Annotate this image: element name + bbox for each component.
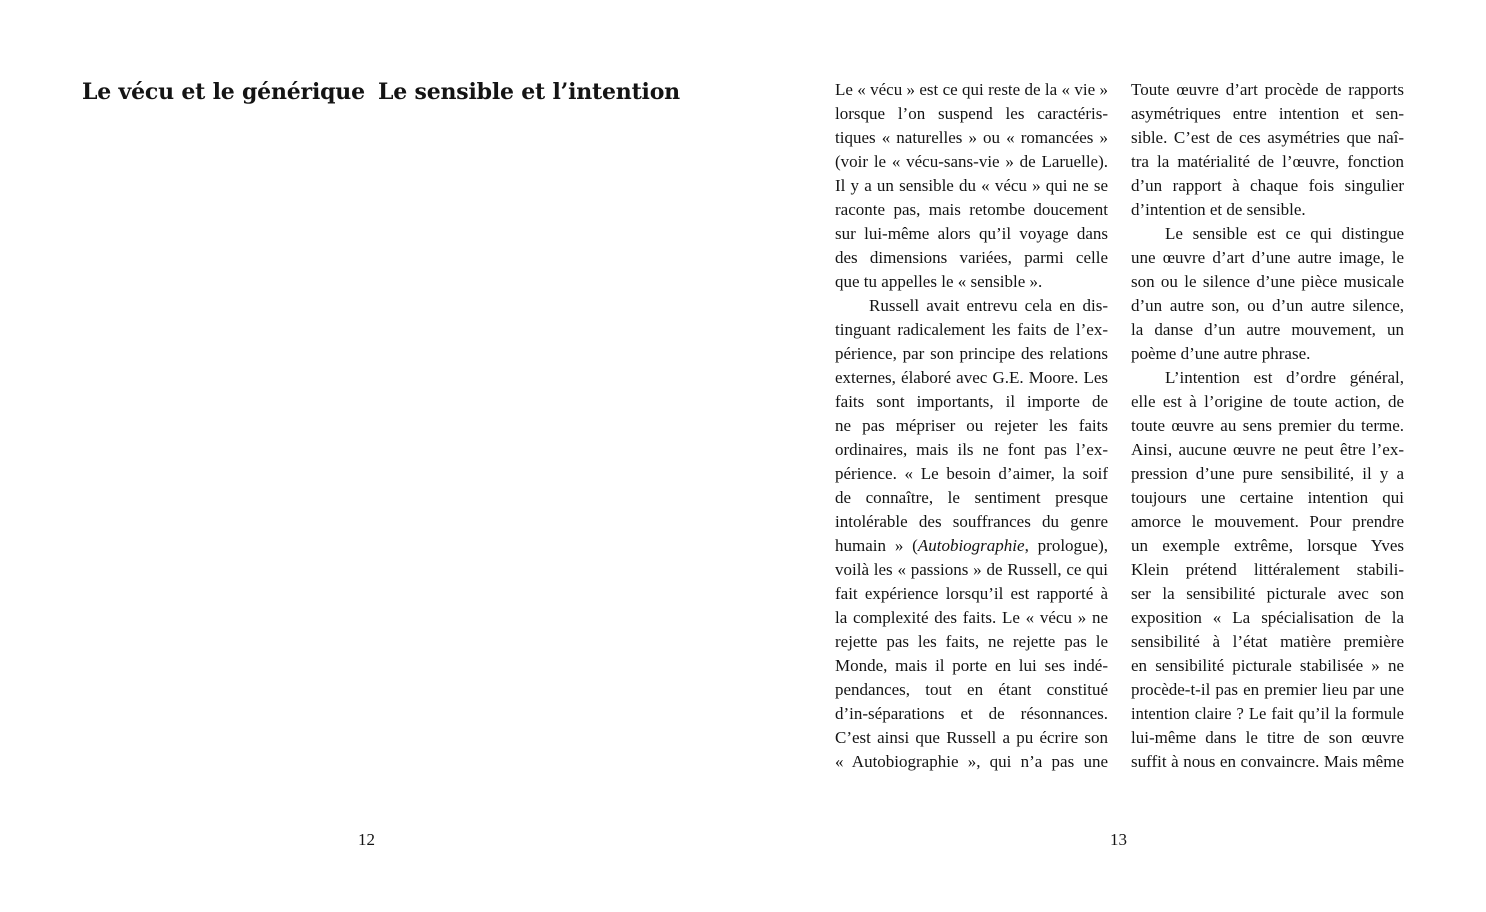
text-line: poème d’une autre phrase. (1131, 344, 1311, 363)
text-line: suffit à nous en convaincre. Mais même (1131, 752, 1404, 771)
text-line: ser la sensibilité picturale avec son (1131, 584, 1404, 603)
text-line: la danse d’un autre mouvement, un (1131, 320, 1404, 339)
text-line: d’un autre son, ou d’un autre silence, (1131, 296, 1404, 315)
text-line: L’intention est d’ordre général, (1165, 368, 1404, 387)
text-line: Monde, mais il porte en lui ses indé- (835, 656, 1108, 675)
text-line: externes, élaboré avec G.E. Moore. Les (835, 368, 1108, 387)
text-line: Klein prétend littéralement stabili- (1131, 560, 1404, 579)
text-line: une œuvre d’art d’une autre image, le (1131, 248, 1404, 267)
text-line: sur lui-même alors qu’il voyage dans (835, 224, 1108, 243)
text-line: « Autobiographie », qui n’a pas une (835, 752, 1108, 771)
text-line: d’un rapport à chaque fois singulier (1131, 176, 1404, 195)
text-line: Russell avait entrevu cela en dis- (869, 296, 1108, 315)
text-line: son ou le silence d’une pièce musicale (1131, 272, 1404, 291)
text-line: périence. « Le besoin d’aimer, la soif (835, 464, 1108, 483)
text-line: d’intention et de sensible. (1131, 200, 1306, 219)
text-line: périence, par son principe des relations (835, 344, 1108, 363)
text-column-left (835, 78, 1108, 774)
text-line: d’in-séparations et de résonnances. (835, 704, 1108, 723)
text-line: que tu appelles le « sensible ». (835, 272, 1043, 291)
text-line: ne pas mépriser ou rejeter les faits (835, 416, 1108, 435)
text-line: un exemple extrême, lorsque Yves (1131, 536, 1404, 555)
text-line: de connaître, le sentiment presque (835, 488, 1108, 507)
text-line: lui-même dans le titre de son œuvre (1131, 728, 1404, 747)
text-line: Il y a un sensible du « vécu » qui ne se (835, 176, 1108, 195)
text-line: Le sensible est ce qui distingue (1165, 224, 1404, 243)
text-line: rejette pas les faits, ne rejette pas le (835, 632, 1108, 651)
text-line: la complexité des faits. Le « vécu » ne (835, 608, 1108, 627)
page-number-right: 13 (1110, 830, 1127, 849)
text-line: des dimensions variées, parmi celle (835, 248, 1108, 267)
text-line: raconte pas, mais retombe doucement (835, 200, 1108, 219)
text-line: C’est ainsi que Russell a pu écrire son (835, 728, 1108, 747)
text-line: humain » (Autobiographie, prologue), (835, 536, 1108, 555)
text-line: toujours une certaine intention qui (1131, 488, 1404, 507)
text-line: sible. C’est de ces asymétries que naî- (1131, 128, 1404, 147)
page-number-left: 12 (358, 830, 375, 849)
text-line: toute œuvre au sens premier du terme. (1131, 416, 1404, 435)
text-line: en sensibilité picturale stabilisée » ne (1131, 656, 1404, 675)
text-line: intolérable des souffrances du genre (835, 512, 1108, 531)
text-line: tra la matérialité de l’œuvre, fonction (1131, 152, 1404, 171)
text-line: tinguant radicalement les faits de l’ex- (835, 320, 1108, 339)
text-line: amorce le mouvement. Pour prendre (1131, 512, 1404, 531)
text-line: Ainsi, aucune œuvre ne peut être l’ex- (1131, 440, 1404, 459)
text-column-right (1131, 78, 1404, 774)
text-line: voilà les « passions » de Russell, ce qui (835, 560, 1108, 579)
text-line: pendances, tout en étant constitué (835, 680, 1108, 699)
text-line: lorsque l’on suspend les caractéris- (835, 104, 1108, 123)
text-line: procède-t-il pas en premier lieu par une (1131, 680, 1404, 699)
text-line: (voir le « vécu-sans-vie » de Laruelle). (835, 152, 1108, 171)
text-line: pression d’une pure sensibilité, il y a (1131, 464, 1404, 483)
text-line: exposition « La spécialisation de la (1131, 608, 1404, 627)
text-line: asymétriques entre intention et sen- (1131, 104, 1404, 123)
text-line: faits sont importants, il importe de (835, 392, 1108, 411)
heading-sensible-intention: Le sensible et l’intention (378, 79, 680, 105)
text-line: Toute œuvre d’art procède de rapports (1131, 80, 1404, 99)
text-line: intention claire ? Le fait qu’il la formule (1131, 704, 1404, 723)
text-line: sensibilité à l’état matière première (1131, 632, 1404, 651)
text-line: ordinaires, mais ils ne font pas l’ex- (835, 440, 1108, 459)
text-line: Le « vécu » est ce qui reste de la « vie » (835, 80, 1108, 99)
heading-vecu-generique: Le vécu et le générique (82, 79, 365, 105)
text-line: tiques « naturelles » ou « romancées » (835, 128, 1108, 147)
text-line: elle est à l’origine de toute action, de (1131, 392, 1404, 411)
text-line: fait expérience lorsqu’il est rapporté à (835, 584, 1108, 603)
